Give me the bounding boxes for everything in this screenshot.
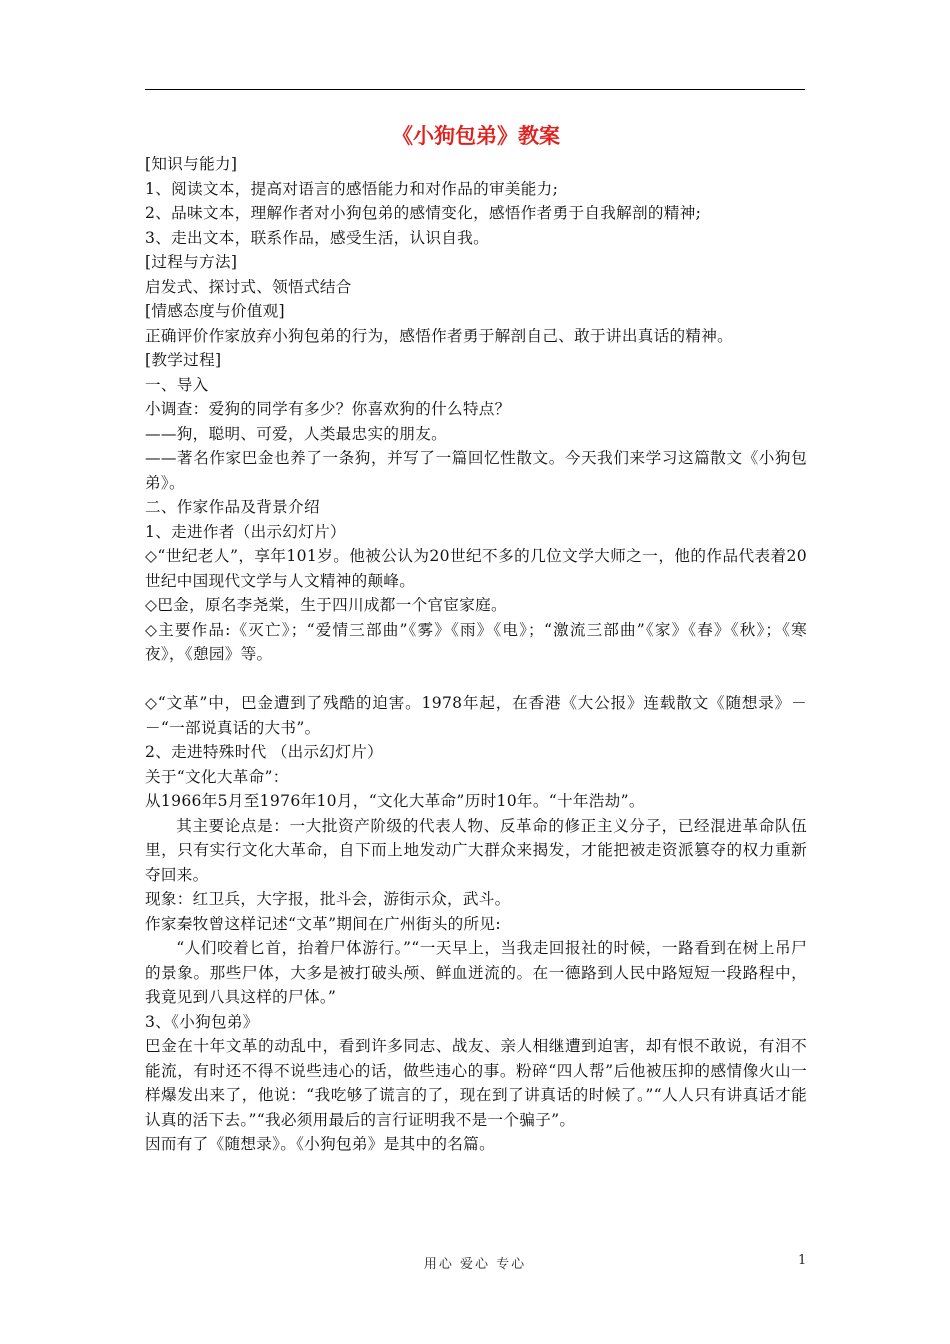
footer-motto: 用心 爱心 专心 <box>423 1257 527 1272</box>
header-rule <box>145 89 805 90</box>
blank-line <box>145 667 807 692</box>
paragraph-line: ◇巴金，原名李尧棠，生于四川成都一个官宦家庭。 <box>145 596 507 614</box>
paragraph-line: 正确评价作家放弃小狗包弟的行为，感悟作者勇于解剖自己、敢于讲出真话的精神。 <box>145 326 734 345</box>
section-heading: [教学过程] <box>145 351 222 369</box>
paragraph-line: 启发式、探讨式、领悟式结合 <box>145 277 352 296</box>
document-body <box>145 120 807 1157</box>
quotation-paragraph: “人们咬着匕首，抬着尸体游行。”“一天早上，当我走回报社的时候，一路看到在树上吊尸的景象。那些尸体，大多是被打破头颅、鲜血迸流的。在一德路到人民中路短短一段路程中，我竟见到八具这样的尸体。” <box>145 939 807 1006</box>
paragraph-line: 3、《小狗包弟》 <box>145 1012 259 1031</box>
paragraph-line: ◇“世纪老人”，享年101岁。他被公认为20世纪不多的几位文学大师之一，他的作品代表着20世纪中国现代文学与人文精神的颠峰。 <box>145 547 807 590</box>
paragraph-line: 1、阅读文本，提高对语言的感悟能力和对作品的审美能力; <box>145 179 559 198</box>
paragraph-line: 小调查：爱狗的同学有多少？你喜欢狗的什么特点？ <box>145 400 511 418</box>
paragraph-line: 其主要论点是：一大批资产阶级的代表人物、反革命的修正主义分子，已经混进革命队伍里，只有实行文化大革命，自下而上地发动广大群众来揭发，才能把被走资派篡夺的权力重新夺回来。 <box>145 816 807 884</box>
paragraph-line: 作家秦牧曾这样记述“文革”期间在广州街头的所见: <box>145 914 501 933</box>
paragraph-line: ◇“文革”中，巴金遭到了残酷的迫害。1978年起，在香港《大公报》连载散文《随想录》－－“一部说真话的大书”。 <box>145 694 807 737</box>
paragraph-line: 2、走进特殊时代 （出示幻灯片） <box>145 743 383 761</box>
paragraph-line: 巴金在十年文革的动乱中，看到许多同志、战友、亲人相继遭到迫害，却有恨不敢说，有泪不能流，有时还不得不说些违心的话，做些违心的事。粉碎“四人帮”后他被压抑的感情像火山一样爆发出来了，他说：“我吃够了谎言的了，现在到了讲真话的时候了。”“人人只有讲真话才能认真的活下去。”“我必须用最后的言行证明我不是一个骗子”。 <box>145 1037 807 1129</box>
section-heading: [知识与能力] <box>145 155 238 173</box>
paragraph-line: ——著名作家巴金也养了一条狗，并写了一篇回忆性散文。今天我们来学习这篇散文《小狗包弟》。 <box>145 449 807 492</box>
paragraph-line: 一、导入 <box>145 375 209 394</box>
paragraph-line: 3、走出文本，联系作品，感受生活，认识自我。 <box>145 228 489 247</box>
paragraph-line: 关于“文化大革命”： <box>145 767 289 786</box>
paragraph-line: 2、品味文本，理解作者对小狗包弟的感情变化，感悟作者勇于自我解剖的精神; <box>145 204 702 222</box>
page-number: 1 <box>798 1253 807 1268</box>
paragraph-line: ——狗，聪明、可爱，人类最忠实的朋友。 <box>145 424 447 443</box>
document-title: 《小狗包弟》教案 <box>392 123 560 148</box>
section-heading: [过程与方法] <box>145 253 238 271</box>
paragraph-line: 因而有了《随想录》。《小狗包弟》是其中的名篇。 <box>145 1135 495 1153</box>
paragraph-line: 现象：红卫兵，大字报，批斗会，游街示众，武斗。 <box>145 890 511 908</box>
paragraph-line: 从1966年5月至1976年10月，“文化大革命”历时10年。“十年浩劫”。 <box>145 792 645 810</box>
paragraph-line: 1、走进作者（出示幻灯片） <box>145 522 346 541</box>
paragraph-line: ◇主要作品:《灭亡》；“爱情三部曲”《雾》《雨》《电》；“激流三部曲”《家》《春》《秋》；《寒夜》，《憩园》等。 <box>145 620 807 663</box>
section-heading: [情感态度与价值观] <box>145 302 285 320</box>
paragraph-line: 二、作家作品及背景介绍 <box>145 498 320 516</box>
